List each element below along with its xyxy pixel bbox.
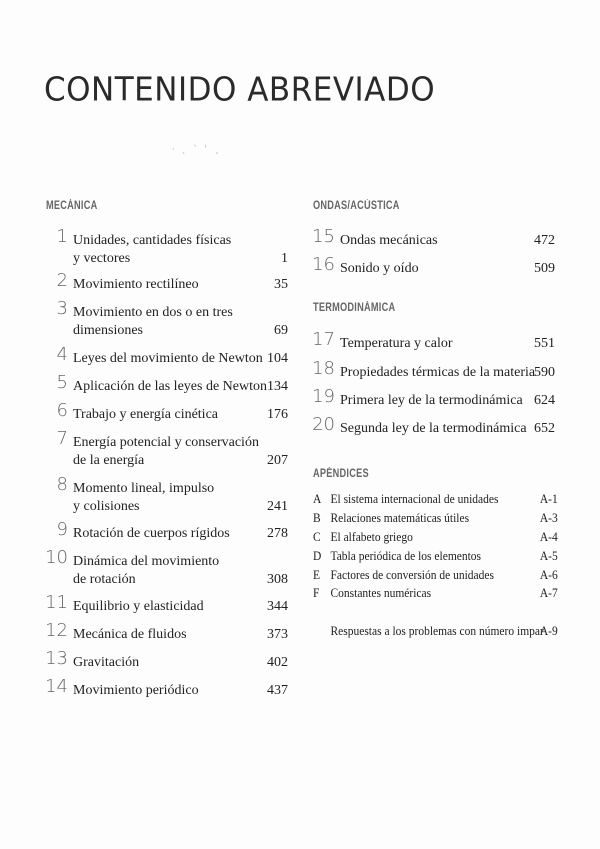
chapter-title: Movimiento en dos o en tres dimensiones xyxy=(73,305,233,338)
page-title: CONTENIDO ABREVIADO xyxy=(44,71,436,109)
chapter-number: 12 xyxy=(45,620,68,641)
chapter-title: Temperatura y calor xyxy=(340,336,453,351)
page-number: 402 xyxy=(267,655,288,670)
chapter-title: Ondas mecánicas xyxy=(340,233,438,248)
appendix-letter: B xyxy=(313,511,321,525)
chapter-title: Trabajo y energía cinética xyxy=(73,407,219,422)
chapter-title: Propiedades térmicas de la materia xyxy=(340,365,536,380)
page-number: 241 xyxy=(267,499,288,514)
chapter-title: Aplicación de las leyes de Newton xyxy=(73,379,267,394)
appendix-letter: F xyxy=(313,586,320,600)
chapter-number: 1 xyxy=(56,226,68,247)
page-number: 134 xyxy=(267,379,288,394)
appendix-letter: E xyxy=(313,568,321,582)
chapter-title: Segunda ley de la termodinámica xyxy=(340,421,527,436)
appendix-letter: C xyxy=(313,530,321,544)
appendix-title: Factores de conversión de unidades xyxy=(330,568,494,582)
answers-page: A-9 xyxy=(539,624,558,638)
chapter-title: Rotación de cuerpos rígidos xyxy=(73,526,230,541)
chapter-title: Gravitación xyxy=(73,655,140,670)
page-number: 472 xyxy=(534,233,555,248)
chapter-title: Sonido y oído xyxy=(340,261,419,276)
page-number: 437 xyxy=(267,683,288,698)
chapter-number: 11 xyxy=(45,592,68,613)
chapter-number: 9 xyxy=(56,519,68,540)
chapter-number: 5 xyxy=(56,372,68,393)
answers-title: Respuestas a los problemas con número impar xyxy=(330,624,544,638)
appendix-title: Tabla periódica de los elementos xyxy=(330,549,482,563)
chapter-number: 13 xyxy=(45,648,68,669)
chapter-number: 19 xyxy=(312,386,335,407)
page-number: 176 xyxy=(267,407,288,422)
scan-smudge: · ˎ ˋ ʾ ˏ xyxy=(172,145,221,155)
chapter-title: Primera ley de la termodinámica xyxy=(340,393,523,408)
appendix-page: A-5 xyxy=(539,549,558,563)
page-number: 509 xyxy=(534,261,555,276)
page-number: 624 xyxy=(534,393,555,408)
chapter-number: 3 xyxy=(56,298,68,319)
chapter-number: 10 xyxy=(45,547,68,568)
section-heading: APÉNDICES xyxy=(313,468,369,480)
chapter-title: Leyes del movimiento de Newton xyxy=(73,351,263,366)
chapter-title: Unidades, cantidades físicas y vectores xyxy=(73,233,232,266)
appendix-page: A-3 xyxy=(539,511,558,525)
chapter-title: Dinámica del movimiento de rotación xyxy=(73,554,220,587)
appendix-title: Relaciones matemáticas útiles xyxy=(330,511,470,525)
chapter-number: 18 xyxy=(312,358,335,379)
appendix-letter: A xyxy=(313,492,322,506)
section-heading: ONDAS/ACÚSTICA xyxy=(313,200,400,212)
chapter-number: 4 xyxy=(56,344,68,365)
page-number: 69 xyxy=(274,323,288,338)
page-number: 652 xyxy=(534,421,555,436)
chapter-title: Movimiento periódico xyxy=(73,683,199,698)
page-number: 35 xyxy=(274,277,288,292)
appendix-page: A-7 xyxy=(539,586,558,600)
page-number: 308 xyxy=(267,572,288,587)
chapter-number: 20 xyxy=(312,414,335,435)
appendix-page: A-6 xyxy=(539,568,558,582)
appendix-title: El alfabeto griego xyxy=(330,530,413,544)
appendix-letter: D xyxy=(313,549,322,563)
appendix-page: A-4 xyxy=(539,530,558,544)
page-number: 344 xyxy=(267,599,288,614)
chapter-title: Movimiento rectilíneo xyxy=(73,277,199,292)
chapter-number: 2 xyxy=(56,270,68,291)
appendix-title: Constantes numéricas xyxy=(330,586,432,600)
chapter-title: Mecánica de fluidos xyxy=(73,627,187,642)
page-number: 1 xyxy=(281,251,288,266)
page-number: 278 xyxy=(267,526,288,541)
page-number: 551 xyxy=(534,336,555,351)
chapter-number: 7 xyxy=(56,428,68,449)
appendix-page: A-1 xyxy=(539,492,558,506)
page-number: 373 xyxy=(267,627,288,642)
chapter-title: Momento lineal, impulso y colisiones xyxy=(73,481,215,514)
chapter-title: Equilibrio y elasticidad xyxy=(73,599,204,614)
chapter-number: 6 xyxy=(56,400,68,421)
page-number: 104 xyxy=(267,351,288,366)
section-heading: MECÁNICA xyxy=(46,200,98,212)
chapter-number: 17 xyxy=(312,329,335,350)
chapter-number: 15 xyxy=(312,226,335,247)
page-number: 590 xyxy=(534,365,555,380)
chapter-title: Energía potencial y conservación de la energía xyxy=(73,435,259,468)
chapter-number: 8 xyxy=(56,474,68,495)
appendix-title: El sistema internacional de unidades xyxy=(330,492,499,506)
chapter-number: 16 xyxy=(312,254,335,275)
section-heading: TERMODINÁMICA xyxy=(313,302,396,314)
page-number: 207 xyxy=(267,453,288,468)
chapter-number: 14 xyxy=(45,676,68,697)
